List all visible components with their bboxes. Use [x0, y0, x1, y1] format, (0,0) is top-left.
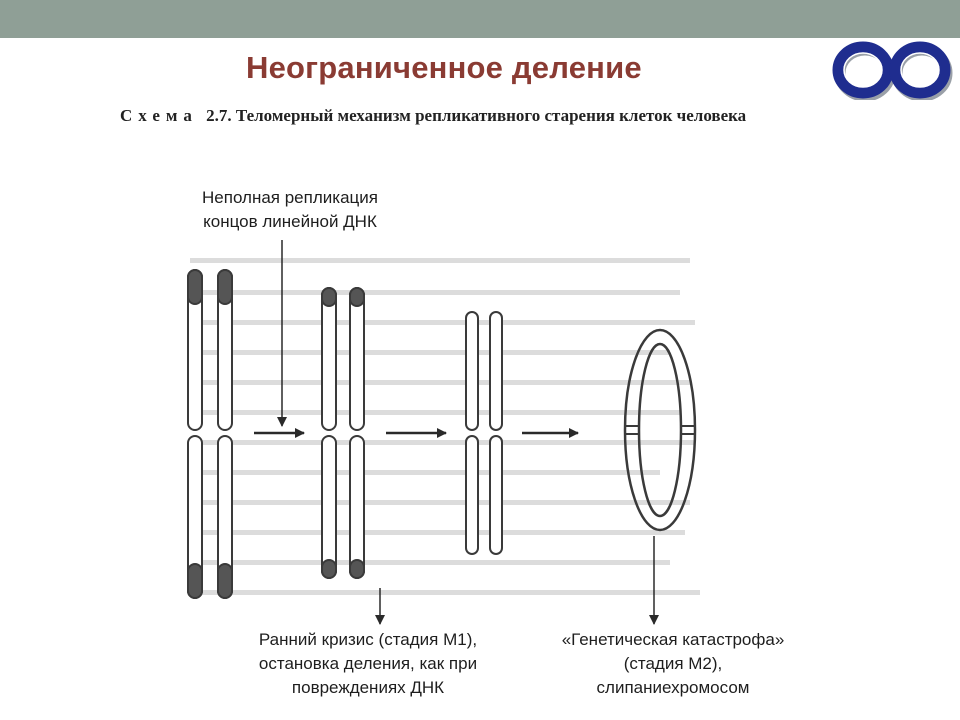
faint-background-text: [190, 258, 700, 595]
label-m2-line-2: (стадия M2),: [623, 654, 723, 673]
chromosome-pair-full: [188, 270, 232, 598]
label-m2-line-1: «Генетическая катастрофа»: [561, 630, 785, 649]
slide-title: Неограниченное деление: [246, 50, 642, 85]
label-top-line-1: Неполная репликация: [202, 188, 378, 207]
header-bar: [0, 0, 960, 38]
label-incomplete-replication: [170, 186, 410, 234]
label-top-line-2: концов линейной ДНК: [203, 212, 377, 231]
chromosome-pair-no-telomeres: [466, 312, 502, 554]
leader-lines: [282, 240, 654, 624]
label-m2-line-3: слипаниехромосом: [596, 678, 750, 697]
double-ring-logo-icon: [832, 40, 954, 100]
label-early-crisis-m1: [218, 628, 518, 700]
caption-lead: Схема: [120, 106, 198, 125]
label-m1-line-3: повреждениях ДНК: [291, 678, 445, 697]
label-m1-line-2: остановка деления, как при: [258, 654, 478, 673]
label-genetic-catastrophe-m2: [528, 628, 818, 700]
caption-text: 2.7. Теломерный механизм репликативного старения клеток человека: [206, 106, 747, 125]
scheme-caption: [120, 103, 865, 128]
telomere-diagram: [170, 240, 700, 630]
label-m1-line-1: Ранний кризис (стадия M1),: [258, 630, 478, 649]
